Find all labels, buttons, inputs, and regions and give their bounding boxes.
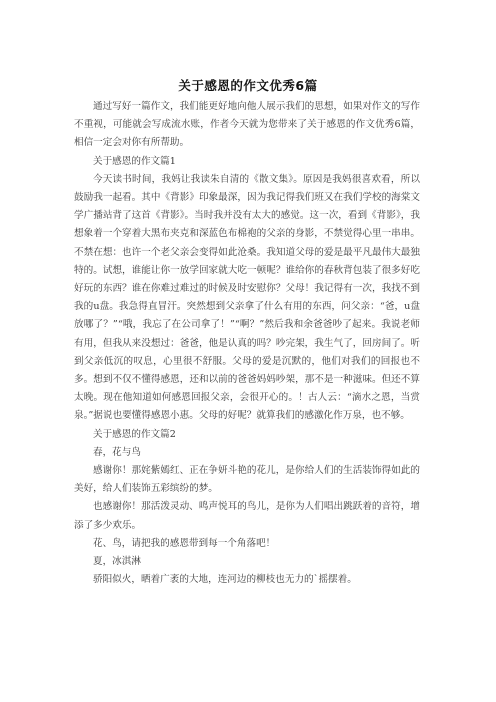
paragraph: 春，花与鸟 [93, 446, 141, 458]
paragraph: 也感谢你！那活泼灵动、鸣声悦耳的鸟儿，是你为人们唱出跳跃着的音符，增添了多少欢乐。 [74, 501, 420, 531]
paragraph: 骄阳似火，晒着广袤的大地，连河边的柳枝也无力的`摇摆着。 [93, 574, 357, 586]
paragraph: 花、鸟，请把我的感恩带到每一个角落吧！ [93, 537, 276, 549]
section-heading: 关于感恩的作文篇2 [93, 428, 176, 440]
paragraph: 通过写好一篇作文，我们能更好地向他人展示我们的思想，如果对作文的写作不重视，可能就会写成流水账，作者今天就为您带来了关于感恩的作文优秀6篇，相信一定会对你有所帮助。 [74, 101, 420, 149]
paragraph: 夏，冰淇淋 [93, 556, 141, 568]
paragraph: 今天读书时间，我妈让我读朱自清的《散文集》。原因是我妈很喜欢看，所以鼓励我一起看。其中《背影》印象最深，因为我记得我们班又在我们学校的海棠文学广播站背了这首《背影》。当时我并没有太大的感觉。这一次，看到《背影》，我想象着一个穿着大黑布夹克和深蓝色布棉袍的父亲的身影，不禁觉得心里一串串。不禁在想：也许一个老父亲会变得如此沧桑。我知道父母的爱是最平凡最伟大最独特的。试想，谁能让你一放学回家就大吃一顿呢？谁给你的春秋背包装了很多好吃好玩的东西？谁在你难过难过的时候及时安慰你？父母！我记得有一次，我找不到我的u盘。我急得直冒汗。突然想到父亲拿了什么有用的东西，问父亲：“爸，u盘放哪了？”“哦，我忘了在公司拿了！”“啊？”然后我和余爸爸吵了起来。我说老师有用，但我从来没想过：爸爸，他是认真的吗？吵完架，我生气了，回房间了。听到父亲低沉的叹息，心里很不舒服。父母的爱是沉默的，他们对我们的回报也不多。想到不仅不懂得感恩，还和以前的爸爸妈妈吵架，那不是一种滋味。但还不算太晚。现在他知道如何感恩回报父亲，会很开心的。！古人云：“滴水之恩，当赏泉。”据说也要懂得感恩小惠。父母的好呢？就算我们的感激化作万泉，也不够。 [74, 173, 420, 422]
document-body [74, 98, 420, 589]
paragraph: 感谢你！那姹紫嫣红、正在争妍斗艳的花儿，是你给人们的生活装饰得如此的美好，给人们装饰五彩缤纷的梦。 [74, 465, 420, 495]
section-heading: 关于感恩的作文篇1 [93, 155, 176, 167]
document-title: 关于感恩的作文优秀6篇 [178, 78, 318, 93]
